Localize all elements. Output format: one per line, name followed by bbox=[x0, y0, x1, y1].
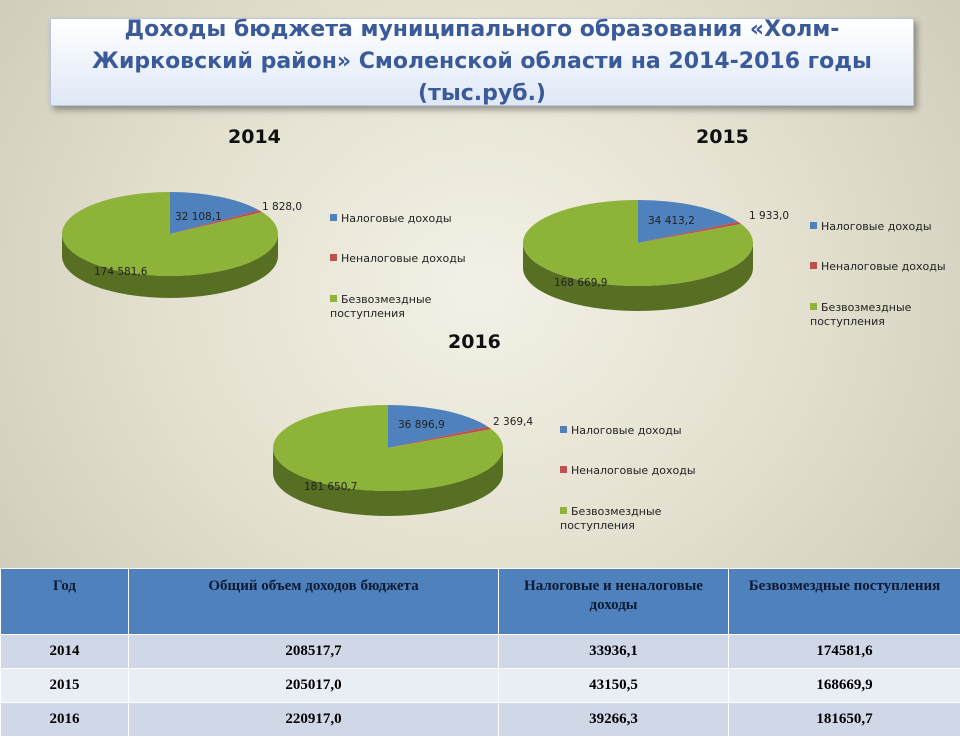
page-title: Доходы бюджета муниципального образования «Холм-Жирковский район» Смоленской области на 2014-2016 годы (тыс.руб.) bbox=[51, 14, 913, 110]
legend-item-nontax bbox=[810, 260, 950, 274]
table-cell: 181650,7 bbox=[729, 703, 960, 737]
column-header: Безвозмездные поступления bbox=[729, 569, 960, 635]
pie-chart-2014 bbox=[60, 190, 300, 330]
legend-label: Налоговые доходы bbox=[341, 212, 452, 225]
legend-swatch bbox=[560, 426, 567, 433]
legend-item-grants bbox=[560, 505, 700, 533]
table-cell: 39266,3 bbox=[499, 703, 729, 737]
pie-chart-2015 bbox=[518, 194, 768, 344]
data-label-grants: 168 669,9 bbox=[554, 277, 607, 289]
table-row bbox=[1, 669, 960, 703]
legend-swatch bbox=[810, 262, 817, 269]
legend-item-grants bbox=[330, 293, 470, 321]
table-cell: 2016 bbox=[1, 703, 129, 737]
column-header: Налоговые и неналоговые доходы bbox=[499, 569, 729, 635]
legend-swatch bbox=[810, 222, 817, 229]
chart-title-2014: 2014 bbox=[228, 126, 281, 148]
legend-label: Налоговые доходы bbox=[571, 424, 682, 437]
table-cell: 2015 bbox=[1, 669, 129, 703]
data-label-grants: 181 650,7 bbox=[304, 481, 357, 493]
column-header: Общий объем доходов бюджета bbox=[129, 569, 499, 635]
legend-item-grants bbox=[810, 301, 950, 329]
legend-item-tax bbox=[560, 424, 700, 438]
legend-swatch bbox=[330, 254, 337, 261]
legend-label: Неналоговые доходы bbox=[341, 252, 466, 265]
title-banner bbox=[50, 18, 914, 106]
pie-chart-2016 bbox=[268, 398, 518, 548]
column-header: Год bbox=[1, 569, 129, 635]
legend-item-tax bbox=[810, 220, 950, 234]
table-cell: 2014 bbox=[1, 635, 129, 669]
legend-swatch bbox=[330, 295, 337, 302]
table-cell: 43150,5 bbox=[499, 669, 729, 703]
legend-swatch bbox=[330, 214, 337, 221]
legend-label: Безвозмездные поступления bbox=[560, 505, 661, 532]
data-label-nontax: 2 369,4 bbox=[493, 416, 533, 428]
legend-label: Налоговые доходы bbox=[821, 220, 932, 233]
table-cell: 33936,1 bbox=[499, 635, 729, 669]
revenue-table bbox=[0, 568, 960, 737]
legend-item-nontax bbox=[330, 252, 470, 266]
legend-swatch bbox=[560, 466, 567, 473]
data-label-tax: 36 896,9 bbox=[398, 419, 445, 431]
legend-label: Безвозмездные поступления bbox=[810, 301, 911, 328]
chart-title-2016: 2016 bbox=[448, 331, 501, 353]
data-label-tax: 32 108,1 bbox=[175, 211, 222, 223]
legend-label: Безвозмездные поступления bbox=[330, 293, 431, 320]
legend-swatch bbox=[560, 507, 567, 514]
data-label-grants: 174 581,6 bbox=[94, 266, 148, 278]
table-cell: 168669,9 bbox=[729, 669, 960, 703]
table-cell: 205017,0 bbox=[129, 669, 499, 703]
legend-item-nontax bbox=[560, 464, 700, 478]
table-header-row bbox=[1, 569, 960, 635]
data-label-tax: 34 413,2 bbox=[648, 215, 695, 227]
data-label-nontax: 1 933,0 bbox=[749, 210, 789, 222]
legend-label: Неналоговые доходы bbox=[821, 260, 946, 273]
legend-swatch bbox=[810, 303, 817, 310]
table-cell: 174581,6 bbox=[729, 635, 960, 669]
table-cell: 208517,7 bbox=[129, 635, 499, 669]
chart-title-2015: 2015 bbox=[696, 126, 749, 148]
table-row bbox=[1, 635, 960, 669]
table-cell: 220917,0 bbox=[129, 703, 499, 737]
data-label-nontax: 1 828,0 bbox=[262, 201, 302, 213]
legend-item-tax bbox=[330, 212, 470, 226]
legend-label: Неналоговые доходы bbox=[571, 464, 696, 477]
